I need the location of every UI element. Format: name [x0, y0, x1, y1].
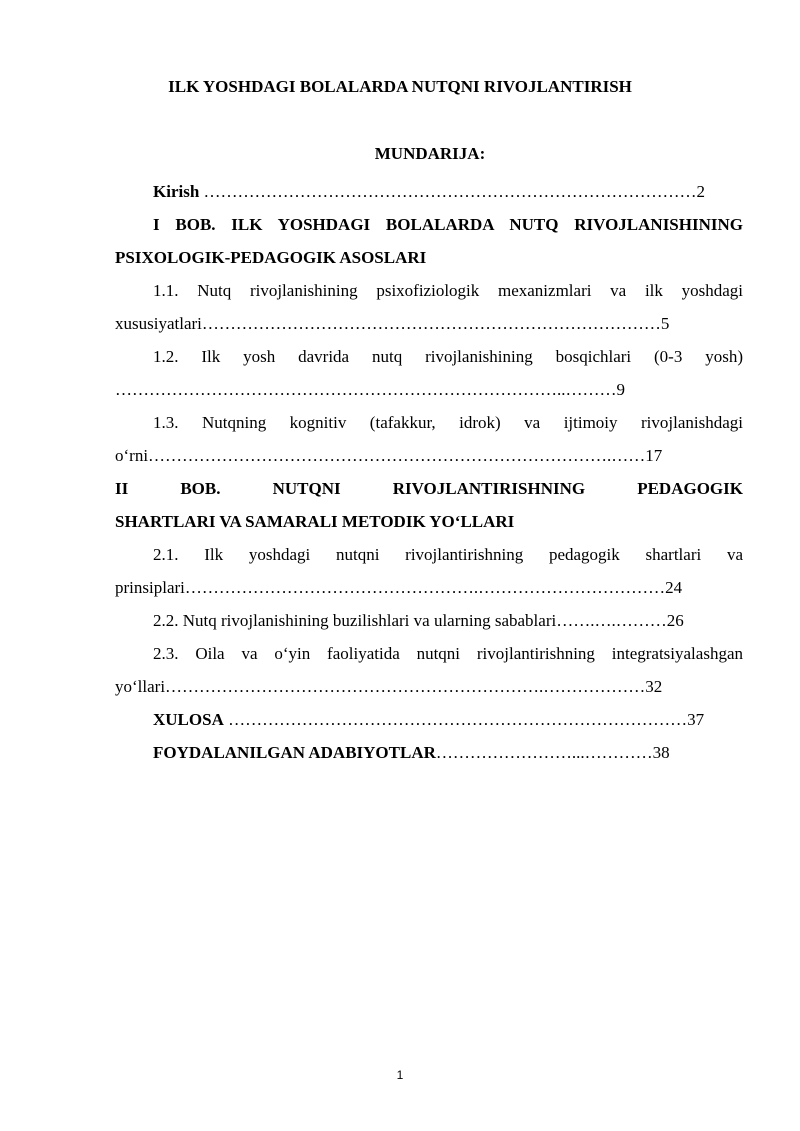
toc-chapter-1-line2[interactable]: PSIXOLOGIK-PEDAGOGIK ASOSLARI — [115, 248, 427, 267]
toc-label-adabiyotlar: FOYDALANILGAN ADABIYOTLAR — [153, 743, 436, 762]
toc-chapter-2-line2[interactable]: SHARTLARI VA SAMARALI METODIK YO‘LLARI — [115, 512, 515, 531]
toc-section-2-1-line2[interactable]: prinsiplari…………………………………………….……………………………24 — [115, 578, 683, 597]
toc-section-2-3-line2[interactable]: yo‘llari………………………………………………………….………………32 — [115, 677, 663, 696]
toc-chapter-2-line1[interactable]: II BOB. NUTQNI RIVOJLANTIRISHNING PEDAGOGIK — [115, 479, 743, 498]
toc-section-2-3-line1[interactable]: 2.3. Oila va o‘yin faoliyatida nutqni rivojlantirishning integratsiyalashgan — [153, 644, 743, 663]
toc-section-2-2[interactable]: 2.2. Nutq rivojlanishining buzilishlari va ularning sabablari…….….………26 — [153, 611, 684, 630]
toc-section-1-2-line1[interactable]: 1.2. Ilk yosh davrida nutq rivojlanishining bosqichlari (0-3 yosh) — [153, 347, 743, 366]
toc-chapter-1-line1[interactable]: I BOB. ILK YOSHDAGI BOLALARDA NUTQ RIVOJLANISHINING — [153, 215, 743, 234]
toc-section-1-1-line2[interactable]: xususiyatlari………………………………………………………………………5 — [115, 314, 670, 333]
toc-section-1-1-line1[interactable]: 1.1. Nutq rivojlanishining psixofiziologik mexanizmlari va ilk yoshdagi — [153, 281, 743, 300]
document-title: ILK YOSHDAGI BOLALARDA NUTQNI RIVOJLANTIRISH — [168, 77, 632, 96]
page-number: 1 — [396, 1068, 404, 1082]
toc-label-xulosa: XULOSA — [153, 710, 224, 729]
toc-entry-xulosa[interactable] — [115, 703, 743, 736]
toc-section-2-1-line1[interactable]: 2.1. Ilk yoshdagi nutqni rivojlantirishning pedagogik shartlari va — [153, 545, 743, 564]
toc-entry-kirish[interactable] — [115, 175, 743, 208]
toc-leader-adabiyotlar: ……………………...…………38 — [435, 743, 670, 762]
toc-section-1-2-line2[interactable]: ……………………………………………………………………..………9 — [115, 380, 625, 399]
toc-label-kirish: Kirish — [153, 182, 200, 201]
toc-section-1-3-line2[interactable]: o‘rni……………………………………………………………………….……17 — [115, 446, 663, 465]
toc-leader-kirish: ……………………………………………………………………………2 — [199, 182, 706, 201]
toc-leader-xulosa: ………………………………………………………………………37 — [223, 710, 705, 729]
toc-section-1-3-line1[interactable]: 1.3. Nutqning kognitiv (tafakkur, idrok) va ijtimoiy rivojlanishdagi — [153, 413, 743, 432]
toc-entry-adabiyotlar[interactable] — [115, 736, 743, 769]
toc-heading: MUNDARIJA: — [374, 144, 486, 163]
table-of-contents — [115, 175, 743, 769]
